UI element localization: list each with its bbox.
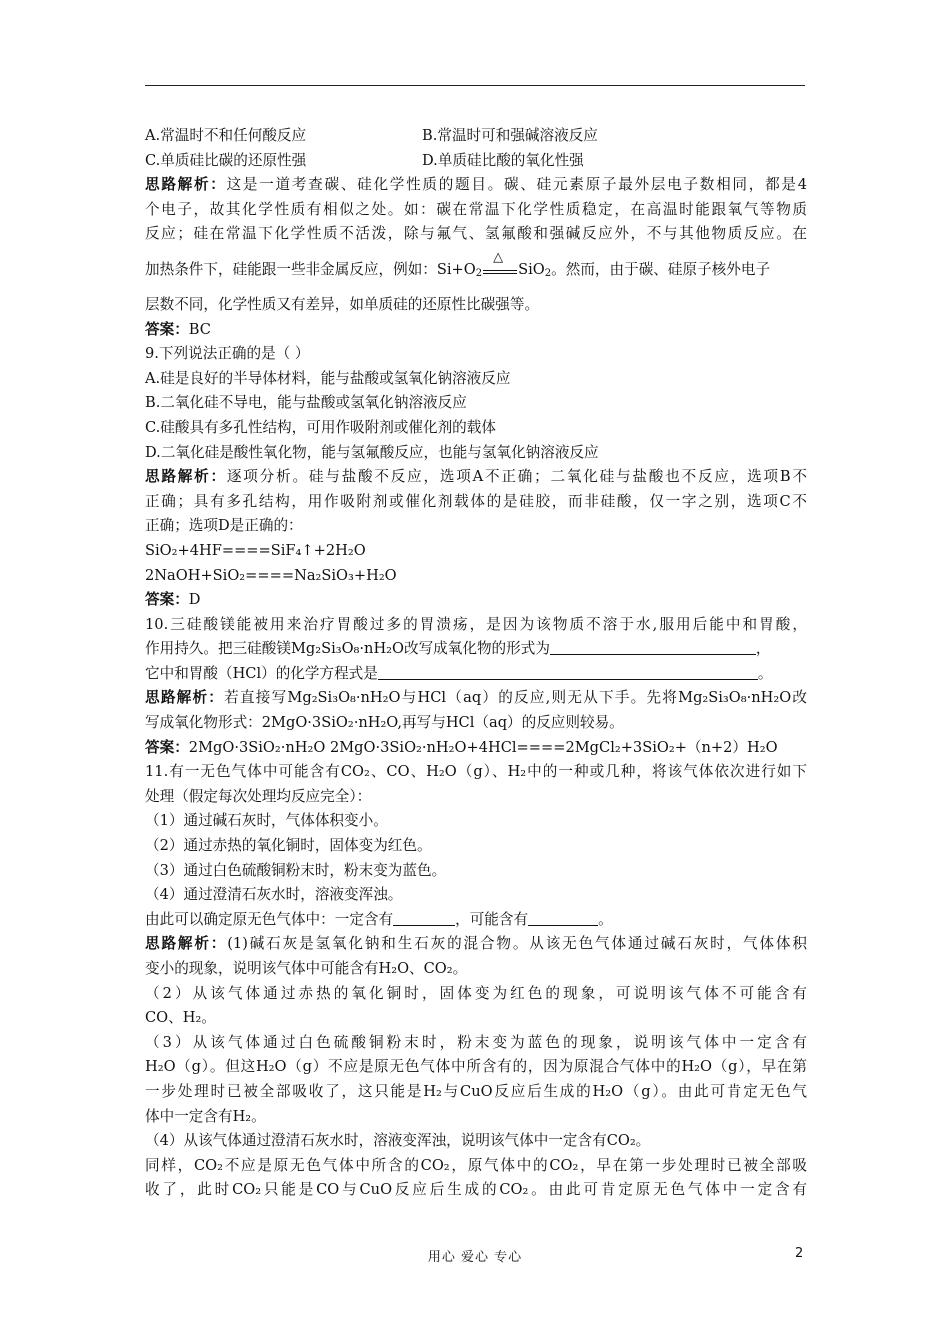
q8-option-b: B.常温时可和强碱溶液反应 (422, 127, 598, 144)
q11-step-4: （4）通过澄清石灰水时，溶液变浑浊。 (145, 886, 403, 904)
q10-analysis-text: 若直接写Mg₂Si₃O₈·nH₂O与HCl（aq）的反应,则无从下手。先将Mg₂Si₃O₈·nH₂O改 (224, 689, 807, 707)
q11-step-1: （1）通过碱石灰时，气体体积变小。 (145, 812, 388, 830)
q8-analysis-text: 加热条件下，硅能跟一些非金属反应，例如：Si+O (145, 260, 476, 278)
q9-option-b: B.二氧化硅不导电，能与盐酸或氢氧化钠溶液反应 (145, 394, 467, 412)
q10-answer (145, 736, 807, 761)
page-number: 2 (795, 1246, 804, 1261)
page-content (145, 124, 807, 1203)
q11-conclusion-text: ，可能含有 (455, 910, 529, 928)
q8-answer (145, 318, 807, 343)
q11-analysis-line: CO、H₂。 (145, 1009, 216, 1027)
heat-triangle-icon: △ (493, 249, 504, 265)
q9-analysis-line: 正确；具有多孔结构，用作吸附剂或催化剂载体的是硅胶，而非硅酸，仅一字之别，选项C不 (145, 492, 807, 510)
q9-equation-2: 2NaOH+SiO₂====Na₂SiO₃+H₂O (145, 566, 397, 584)
q8-analysis-text: 。然而，由于碳、硅原子核外电子 (551, 260, 771, 278)
q11-may-contain-blank[interactable] (528, 911, 598, 926)
q11-conclusion-text: 。 (598, 910, 613, 928)
q11-must-contain-blank[interactable] (393, 911, 455, 926)
q10-stem-line (145, 637, 807, 662)
q8-analysis-line: 层数不同，化学性质又有差异，如单质硅的还原性比碳强等。 (145, 295, 540, 313)
header-rule (145, 85, 805, 86)
q9-option-d: D.二氧化硅是酸性氧化物，能与氢氟酸反应，也能与氢氧化钠溶液反应 (145, 443, 599, 461)
q9-analysis-text: 逐项分析。硅与盐酸不反应，选项A不正确；二氧化硅与盐酸也不反应，选项B不 (226, 468, 807, 486)
q10-answer-blank[interactable] (550, 640, 756, 655)
q8-answer-label: 答案： (145, 320, 189, 338)
q8-analysis-line (145, 173, 807, 198)
q11-analysis-line: 变小的现象，说明该气体中可能含有H₂O、CO₂。 (145, 960, 468, 977)
footer-motto: 用心 爱心 专心 (427, 1250, 523, 1265)
q9-equation-1: SiO₂+4HF====SiF₄↑+2H₂O (145, 541, 366, 559)
q11-stem-line: 11.有一无色气体中可能含有CO₂、CO、H₂O（g）、H₂中的一种或几种，将该气体依次进行如下 (145, 763, 807, 781)
q8-option-a: A.常温时不和任何酸反应 (145, 127, 307, 144)
q9-analysis-line: 正确；选项D是正确的： (145, 517, 303, 535)
q9-answer-value: D (188, 591, 201, 609)
q11-analysis-text: (1)碱石灰是氢氧化钠和生石灰的混合物。从该无色气体通过碱石灰时，气体体积 (227, 935, 807, 953)
q11-stem-line: 处理（假定每次处理均反应完全）： (145, 787, 372, 805)
q9-stem: 9.下列说法正确的是（ ） (145, 345, 310, 363)
q10-stem-text: 它中和胃酸（HCl）的化学方程式是 (145, 664, 378, 682)
q10-stem-text: ， (755, 640, 771, 658)
q8-analysis-text: 这是一道考查碳、硅化学性质的题目。碳、硅元素原子最外层电子数相同，都是4 (226, 176, 807, 194)
q10-stem-line: 10.三硅酸镁能被用来治疗胃酸过多的胃溃疡，是因为该物质不溶于水,服用后能中和胃酸， (145, 615, 807, 633)
q10-analysis-label: 思路解析： (145, 689, 225, 707)
q8-analysis-equation-line: 加热条件下，硅能跟一些非金属反应，例如：$Si+O_2$ △ SiO$_2$。然而，由于碳、硅原子核外电子 (145, 249, 771, 279)
q10-stem-text: 作用持久。把三硅酸镁Mg₂Si₃O₈·nH₂O改写成氧化物的形式为 (145, 640, 550, 658)
q8-analysis-text: SiO (518, 260, 545, 278)
q8-option-d: D.单质硅比酸的氧化性强 (422, 151, 584, 169)
q9-answer-label: 答案： (145, 591, 189, 609)
q11-analysis-line: （4）从该气体通过澄清石灰水时，溶液变浑浊，说明该气体中一定含有CO₂。 (145, 1132, 651, 1150)
q11-analysis-line: （2）从该气体通过赤热的氧化铜时，固体变为红色的现象，可说明该气体不可能含有 (145, 984, 807, 1002)
q11-analysis-line: H₂O（g）。但这H₂O（g）不应是原无色气体中所含有的，因为原混合气体中的H₂O（g），早在第 (145, 1058, 807, 1076)
q8-analysis-label: 思路解析： (145, 176, 227, 194)
q8-option-c: C.单质硅比碳的还原性强 (145, 151, 307, 169)
q10-answer-value: 2MgO·3SiO₂·nH₂O 2MgO·3SiO₂·nH₂O+4HCl====2MgCl₂+3SiO₂+（n+2）H₂O (188, 738, 778, 756)
q10-answer-label: 答案： (145, 738, 189, 756)
q9-analysis-line (145, 465, 807, 490)
q10-analysis-line: 写成氧化物形式：2MgO·3SiO₂·nH₂O,再写与HCl（aq）的反应则较易。 (145, 714, 624, 732)
q8-analysis-line: 反应；硅在常温下化学性质不活泼，除与氟气、氢氟酸和强碱反应外，不与其他物质反应。在 (145, 225, 807, 243)
q11-analysis-line: 一步处理时已被全部吸收了，这只能是H₂与CuO反应后生成的H₂O（g）。由此可肯定无色气 (145, 1082, 807, 1100)
q11-analysis-label: 思路解析： (145, 935, 228, 953)
q9-option-a: A.硅是良好的半导体材料，能与盐酸或氢氧化钠溶液反应 (145, 369, 511, 387)
q10-stem-line (145, 662, 807, 687)
q11-step-3: （3）通过白色硫酸铜粉末时，粉末变为蓝色。 (145, 861, 447, 879)
q11-conclusion-text: 由此可以确定原无色气体中：一定含有 (145, 910, 394, 928)
q11-analysis-line: 体中一定含有H₂。 (145, 1107, 266, 1125)
heating-arrow (483, 249, 517, 277)
q9-analysis-label: 思路解析： (145, 468, 227, 486)
q10-analysis-line (145, 686, 807, 711)
q11-step-2: （2）通过赤热的氧化铜时，固体变为红色。 (145, 837, 432, 855)
q11-conclusion (145, 908, 807, 933)
q10-stem-text: 。 (757, 664, 773, 682)
q8-options-ab (145, 124, 807, 149)
q9-answer (145, 588, 807, 613)
q11-analysis-line: （3）从该气体通过白色硫酸铜粉末时，粉末变为蓝色的现象，说明该气体中一定含有 (145, 1033, 807, 1051)
q8-answer-value: BC (188, 320, 211, 338)
q8-analysis-line: 个电子，故其化学性质有相似之处。如：碳在常温下化学性质稳定，在高温时能跟氧气等物质 (145, 200, 807, 218)
q9-option-c: C.硅酸具有多孔性结构，可用作吸附剂或催化剂的载体 (145, 418, 496, 436)
q11-analysis-line: 同样，CO₂不应是原无色气体中所含的CO₂，原气体中的CO₂，早在第一步处理时已被全部吸 (145, 1156, 807, 1174)
q11-analysis-line: 收了，此时CO₂只能是CO与CuO反应后生成的CO₂。由此可肯定原无色气体中一定含有 (145, 1181, 807, 1199)
q10-equation-blank[interactable] (378, 665, 758, 680)
q11-analysis-line (145, 932, 807, 957)
q8-options-cd (145, 149, 807, 174)
